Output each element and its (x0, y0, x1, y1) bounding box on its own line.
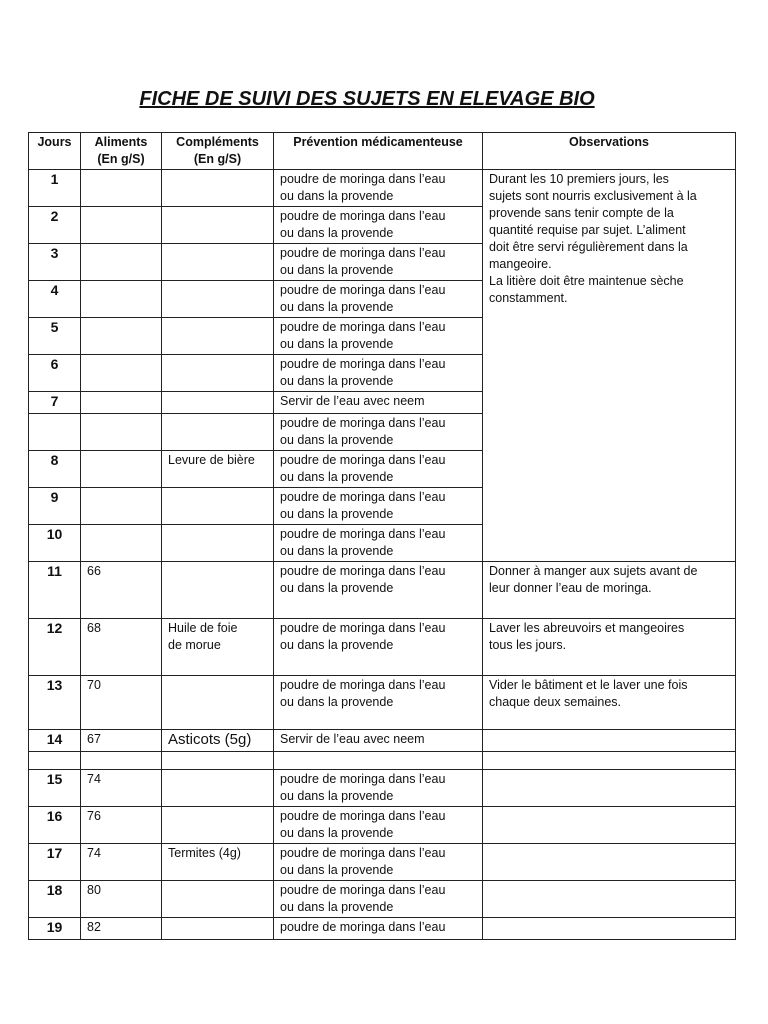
day-cell: 9 (29, 488, 81, 525)
observation-cell (483, 770, 736, 807)
prevention-cell: Servir de l’eau avec neem (274, 730, 483, 752)
prevention-cell: poudre de moringa dans l’eau ou dans la provende (274, 881, 483, 918)
table-row (29, 619, 736, 676)
day-cell: 11 (29, 562, 81, 619)
observation-cell (483, 881, 736, 918)
aliment-cell (81, 244, 162, 281)
day-cell: 12 (29, 619, 81, 676)
table-row (29, 807, 736, 844)
complement-cell (162, 414, 274, 451)
table-row (29, 752, 736, 770)
complement-cell (162, 752, 274, 770)
complement-cell (162, 807, 274, 844)
day-cell: 7 (29, 392, 81, 414)
complement-cell (162, 770, 274, 807)
prevention-cell: poudre de moringa dans l’eau ou dans la provende (274, 619, 483, 676)
table-row (29, 881, 736, 918)
complement-cell: Asticots (5g) (162, 730, 274, 752)
aliment-cell (81, 355, 162, 392)
header-jours: Jours (29, 133, 81, 170)
aliment-cell (81, 488, 162, 525)
observation-cell (483, 807, 736, 844)
aliment-cell: 70 (81, 676, 162, 730)
table-row (29, 170, 736, 207)
prevention-cell: poudre de moringa dans l’eau ou dans la provende (274, 525, 483, 562)
observation-cell (483, 730, 736, 752)
aliment-cell (81, 525, 162, 562)
prevention-cell: poudre de moringa dans l’eau ou dans la provende (274, 676, 483, 730)
prevention-cell: poudre de moringa dans l’eau ou dans la provende (274, 244, 483, 281)
header-aliments: Aliments (En g/S) (81, 133, 162, 170)
day-cell: 5 (29, 318, 81, 355)
aliment-cell: 80 (81, 881, 162, 918)
day-cell: 18 (29, 881, 81, 918)
prevention-cell: poudre de moringa dans l’eau ou dans la provende (274, 207, 483, 244)
observation-cell: Vider le bâtiment et le laver une fois chaque deux semaines. (483, 676, 736, 730)
observation-cell (483, 752, 736, 770)
aliment-cell (81, 281, 162, 318)
prevention-cell: poudre de moringa dans l’eau ou dans la provende (274, 355, 483, 392)
table-row (29, 770, 736, 807)
day-cell: 10 (29, 525, 81, 562)
complement-cell (162, 562, 274, 619)
aliment-cell: 82 (81, 918, 162, 940)
complement-cell (162, 881, 274, 918)
day-cell: 17 (29, 844, 81, 881)
observation-cell-days-1-10: Durant les 10 premiers jours, les sujets sont nourris exclusivement à la provende sans tenir compte de la quantité requise par sujet. L’aliment doit être servi régulièrement dans la mangeoire. La litière doit être maintenue sèche constamment. (483, 170, 736, 562)
table-row (29, 918, 736, 940)
prevention-cell: Servir de l’eau avec neem (274, 392, 483, 414)
header-complements: Compléments (En g/S) (162, 133, 274, 170)
aliment-cell: 76 (81, 807, 162, 844)
page-title: FICHE DE SUIVI DES SUJETS EN ELEVAGE BIO (139, 88, 595, 110)
prevention-cell: poudre de moringa dans l’eau ou dans la provende (274, 170, 483, 207)
table-row (29, 562, 736, 619)
prevention-cell: poudre de moringa dans l’eau ou dans la provende (274, 807, 483, 844)
observation-cell: Donner à manger aux sujets avant de leur donner l’eau de moringa. (483, 562, 736, 619)
aliment-cell: 74 (81, 844, 162, 881)
prevention-cell: poudre de moringa dans l’eau (274, 918, 483, 940)
complement-cell (162, 170, 274, 207)
aliment-cell (81, 451, 162, 488)
aliment-cell (81, 414, 162, 451)
complement-cell (162, 918, 274, 940)
prevention-cell: poudre de moringa dans l’eau ou dans la provende (274, 562, 483, 619)
header-observations: Observations (483, 133, 736, 170)
complement-cell (162, 281, 274, 318)
header-prevention: Prévention médicamenteuse (274, 133, 483, 170)
prevention-cell: poudre de moringa dans l’eau ou dans la provende (274, 770, 483, 807)
prevention-cell: poudre de moringa dans l’eau ou dans la provende (274, 844, 483, 881)
aliment-cell (81, 752, 162, 770)
aliment-cell (81, 170, 162, 207)
complement-cell (162, 525, 274, 562)
tracking-table (28, 132, 736, 940)
day-cell: 3 (29, 244, 81, 281)
day-cell: 1 (29, 170, 81, 207)
prevention-cell: poudre de moringa dans l’eau ou dans la provende (274, 318, 483, 355)
day-cell: 8 (29, 451, 81, 488)
complement-cell (162, 488, 274, 525)
complement-cell (162, 355, 274, 392)
complement-cell (162, 244, 274, 281)
complement-cell: Huile de foie de morue (162, 619, 274, 676)
day-cell: 2 (29, 207, 81, 244)
day-cell (29, 414, 81, 451)
prevention-cell: poudre de moringa dans l’eau ou dans la provende (274, 414, 483, 451)
complement-cell (162, 676, 274, 730)
observation-cell: Laver les abreuvoirs et mangeoires tous les jours. (483, 619, 736, 676)
aliment-cell: 67 (81, 730, 162, 752)
aliment-cell (81, 318, 162, 355)
complement-cell (162, 207, 274, 244)
observation-cell (483, 844, 736, 881)
table-row (29, 676, 736, 730)
complement-cell: Termites (4g) (162, 844, 274, 881)
observation-cell (483, 918, 736, 940)
complement-cell (162, 392, 274, 414)
day-cell: 14 (29, 730, 81, 752)
table-row (29, 730, 736, 752)
day-cell: 6 (29, 355, 81, 392)
header-row (29, 133, 736, 170)
complement-cell: Levure de bière (162, 451, 274, 488)
prevention-cell: poudre de moringa dans l’eau ou dans la provende (274, 451, 483, 488)
complement-cell (162, 318, 274, 355)
aliment-cell (81, 207, 162, 244)
table-row (29, 844, 736, 881)
aliment-cell: 66 (81, 562, 162, 619)
day-cell (29, 752, 81, 770)
day-cell: 19 (29, 918, 81, 940)
day-cell: 16 (29, 807, 81, 844)
day-cell: 4 (29, 281, 81, 318)
day-cell: 13 (29, 676, 81, 730)
prevention-cell: poudre de moringa dans l’eau ou dans la provende (274, 281, 483, 318)
aliment-cell (81, 392, 162, 414)
aliment-cell: 68 (81, 619, 162, 676)
prevention-cell: poudre de moringa dans l’eau ou dans la provende (274, 488, 483, 525)
day-cell: 15 (29, 770, 81, 807)
prevention-cell (274, 752, 483, 770)
aliment-cell: 74 (81, 770, 162, 807)
